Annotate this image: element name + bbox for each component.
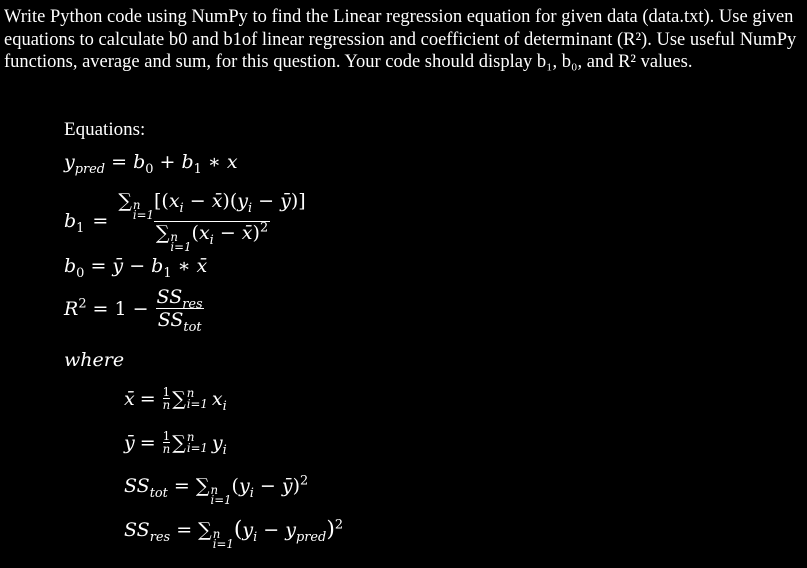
equations-heading: Equations: — [64, 119, 146, 140]
question-text: Write Python code using NumPy to find the Linear regression equation for given data (data.txt). Use given equations to calculate b0 and b1of linear regression and coefficient of determinant (R²). Use useful NumPy functions, average and sum, for this question. Your code should display b₁, b₀, and R² values. — [4, 7, 797, 72]
where-label: where — [64, 349, 125, 371]
equation-r-squared: $R^2$ = 1 − $\frac{SS_{res}}{SS_{tot}}$ — [64, 286, 203, 335]
equation-b0: $b_0$ = ȳ − $b_1$ ∗ x̄ — [64, 255, 208, 281]
equation-x-mean: x̄ = $\frac{1}{n}$ ∑ n i=1 $x_i$ — [124, 385, 227, 414]
equation-ss-res: $SS_{res}$ = ∑ n i=1 $(y_i - y_{pred})^2$ — [124, 517, 344, 552]
equation-b1: $b_1$ = ∑ n i=1 [($x_i$ − $x̄)(y_i$ − ȳ)] ∑ n i=1 ($x_i$ − x̄)$^2$ — [64, 190, 306, 255]
equation-ss-tot: $SS_{tot}$ = ∑ n i=1 ($y_i$ − ȳ)$^2$ — [124, 473, 309, 508]
equation-y-mean: ȳ = $\frac{1}{n}$ ∑ n i=1 $y_i$ — [124, 429, 227, 458]
equation-ypred: $y_{pred} = b_0 + b_1$ ∗ x — [64, 151, 238, 177]
